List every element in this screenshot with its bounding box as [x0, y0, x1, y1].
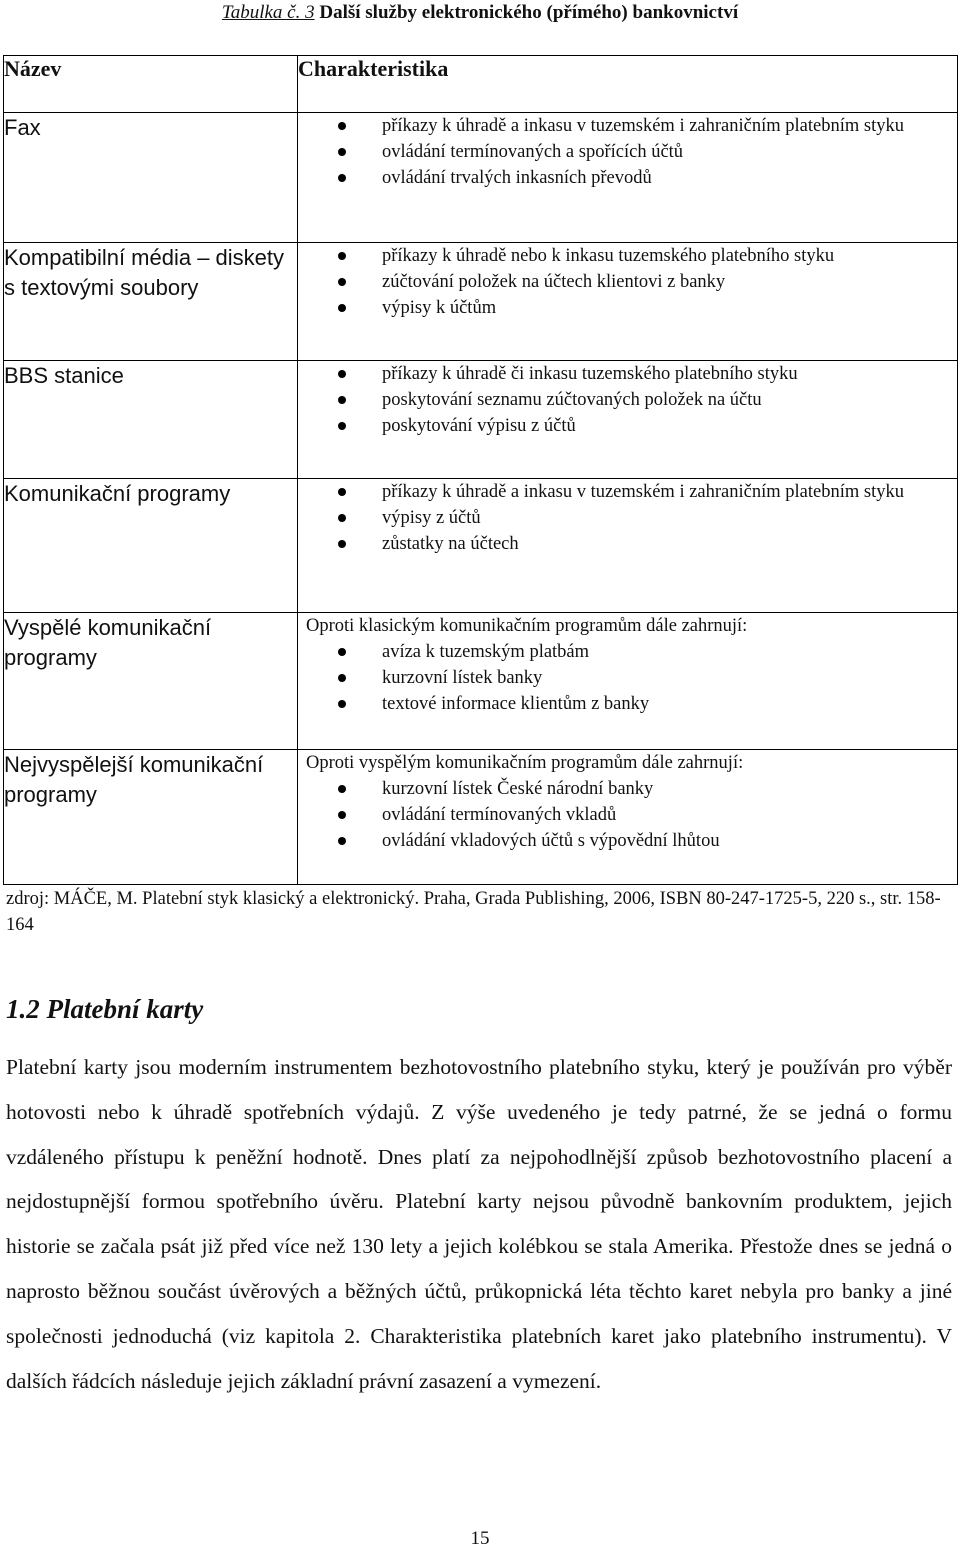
list-item: příkazy k úhradě či inkasu tuzemského platebního styku — [298, 361, 957, 387]
list-item: příkazy k úhradě a inkasu v tuzemském i zahraničním platebním styku — [298, 113, 957, 139]
services-table — [3, 55, 958, 885]
body-paragraph: Platební karty jsou moderním instrumentem bezhotovostního platebního styku, který je používán pro výběr hotovosti nebo k úhradě spotřebních výdajů. Z výše uvedeného je tedy patrné, že se jedná o formu vzdáleného přístupu k peněžní hodnotě. Dnes platí za nejpohodlnější způsob bezhotovostního placení a nejdostupnější formou spotřebního úvěru. Platební karty nejsou původně bankovním produktem, jejich historie se začala psát již před více než 130 lety a jejich kolébkou se stala Amerika. Přestože dnes se jedná o naprosto běžnou součást úvěrových a běžných účtů, průkopnická léta těchto karet nebyla pro banky a jiné společnosti jednoduchá (viz kapitola 2. Charakteristika platebních karet jako platebního instrumentu). V dalších řádcích následuje jejich základní právní zasazení a vymezení. — [6, 1055, 952, 1393]
characteristics-list — [298, 639, 957, 717]
row-characteristics — [298, 243, 958, 361]
row-name: Fax — [4, 113, 298, 243]
page-number: 15 — [470, 1528, 490, 1549]
characteristics-list — [298, 243, 957, 321]
list-item: avíza k tuzemským platbám — [298, 639, 957, 665]
table-caption — [0, 2, 960, 24]
list-item: kurzovní lístek České národní banky — [298, 776, 957, 802]
list-item: poskytování seznamu zúčtovaných položek na účtu — [298, 387, 957, 413]
header-name: Název — [4, 56, 298, 113]
row-name: Vyspělé komunikační programy — [4, 613, 298, 750]
table-row — [4, 479, 958, 613]
list-item: výpisy z účtů — [298, 505, 957, 531]
section-heading — [6, 994, 203, 1025]
table-row — [4, 750, 958, 885]
list-item: ovládání termínovaných a spořících účtů — [298, 139, 957, 165]
row-characteristics — [298, 479, 958, 613]
list-item: zúčtování položek na účtech klientovi z banky — [298, 269, 957, 295]
characteristics-list — [298, 479, 957, 557]
list-item: příkazy k úhradě a inkasu v tuzemském i zahraničním platebním styku — [298, 479, 957, 505]
table-caption-title: Další služby elektronického (přímého) bankovnictví — [319, 2, 739, 23]
characteristics-list — [298, 776, 957, 854]
table-row — [4, 113, 958, 243]
row-characteristics — [298, 750, 958, 885]
list-item: poskytování výpisu z účtů — [298, 413, 957, 439]
row-characteristics — [298, 361, 958, 479]
row-characteristics — [298, 613, 958, 750]
row-intro: Oproti vyspělým komunikačním programům dále zahrnují: — [306, 753, 744, 773]
row-name: BBS stanice — [4, 361, 298, 479]
characteristics-list — [298, 361, 957, 439]
table-row — [4, 361, 958, 479]
source-citation: zdroj: MÁČE, M. Platební styk klasický a elektronický. Praha, Grada Publishing, 2006, ISBN 80-247-1725-5, 220 s., str. 158-164 — [6, 889, 941, 935]
list-item: ovládání trvalých inkasních převodů — [298, 165, 957, 191]
characteristics-list — [298, 113, 957, 191]
list-item: zůstatky na účtech — [298, 531, 957, 557]
section-number: 1.2 — [6, 994, 40, 1024]
table-header-row — [4, 56, 958, 113]
list-item: kurzovní lístek banky — [298, 665, 957, 691]
row-name: Nejvyspělejší komunikační programy — [4, 750, 298, 885]
row-characteristics — [298, 113, 958, 243]
list-item: ovládání termínovaných vkladů — [298, 802, 957, 828]
section-title: Platební karty — [46, 994, 204, 1024]
header-characteristics: Charakteristika — [298, 56, 958, 113]
table-row — [4, 243, 958, 361]
row-name: Komunikační programy — [4, 479, 298, 613]
row-intro: Oproti klasickým komunikačním programům dále zahrnují: — [306, 616, 748, 636]
list-item: textové informace klientům z banky — [298, 691, 957, 717]
list-item: příkazy k úhradě nebo k inkasu tuzemského platebního styku — [298, 243, 957, 269]
row-name: Kompatibilní média – diskety s textovými soubory — [4, 243, 298, 361]
list-item: výpisy k účtům — [298, 295, 957, 321]
list-item: ovládání vkladových účtů s výpovědní lhůtou — [298, 828, 957, 854]
table-row — [4, 613, 958, 750]
table-caption-label: Tabulka č. 3 — [221, 2, 315, 23]
